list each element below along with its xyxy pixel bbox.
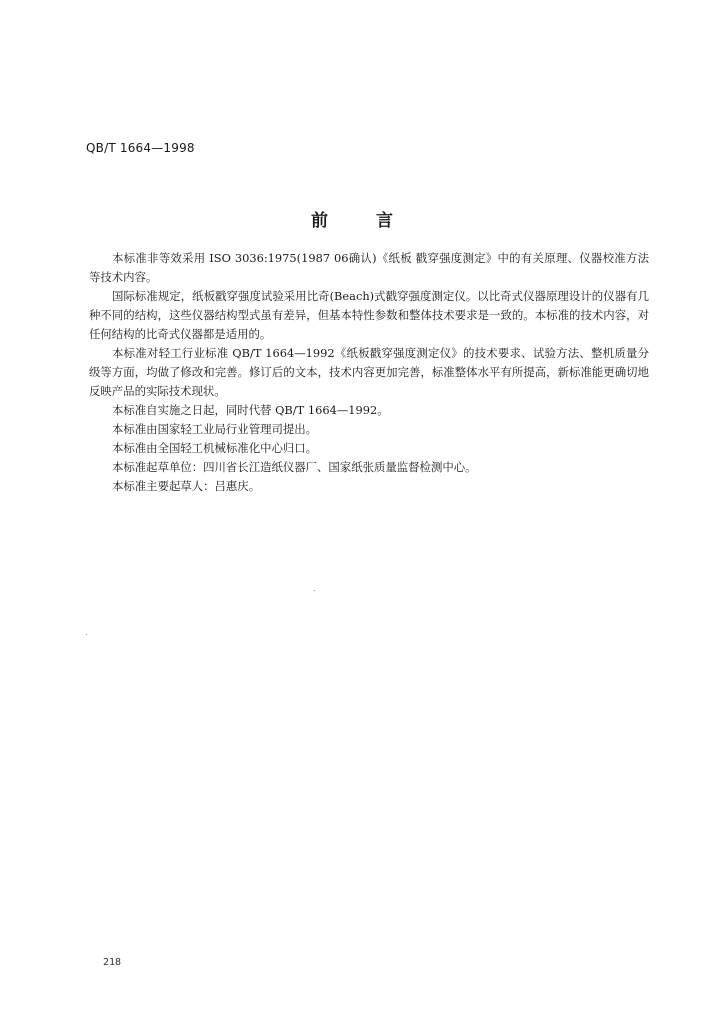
paragraph-international-standard: 国际标准规定，纸板戳穿强度试验采用比奇(Beach)式戳穿强度测定仪。以比奇式仪器原理设计的仪器有几种不同的结构，这些仪器结构型式虽有差异，但基本特性参数和整体技术要求是一致的。本标准的技术内容，对任何结构的比奇式仪器都是适用的。 <box>89 289 649 341</box>
standard-code: QB/T 1664—1998 <box>86 141 195 155</box>
paragraph-adoption: 本标准非等效采用 ISO 3036:1975(1987 06确认)《纸板 戳穿强度测定》中的有关原理、仪器校准方法等技术内容。 <box>89 251 649 284</box>
paragraph-revision: 本标准对轻工行业标准 QB/T 1664—1992《纸板戳穿强度测定仪》的技术要求、试验方法、整机质量分级等方面，均做了修改和完善。修订后的文本，技术内容更加完善，标准整体水平有所提高，新标准能更确切地反映产品的实际技术现状。 <box>89 346 649 398</box>
scan-speck <box>86 634 87 635</box>
paragraph-proposed-by: 本标准由国家轻工业局行业管理司提出。 <box>112 422 318 436</box>
paragraph-drafting-units: 本标准起草单位：四川省长江造纸仪器厂、国家纸张质量监督检测中心。 <box>112 460 477 474</box>
page-title: 前言 <box>311 211 441 231</box>
foreword-body <box>89 249 649 496</box>
paragraph-centralized-by: 本标准由全国轻工机械标准化中心归口。 <box>112 441 318 455</box>
paragraph-drafter: 本标准主要起草人：吕惠庆。 <box>112 479 261 493</box>
paragraph-supersedes: 本标准自实施之日起，同时代替 QB/T 1664—1992。 <box>112 403 389 417</box>
page-number: 218 <box>103 957 122 968</box>
scan-speck <box>314 590 315 591</box>
